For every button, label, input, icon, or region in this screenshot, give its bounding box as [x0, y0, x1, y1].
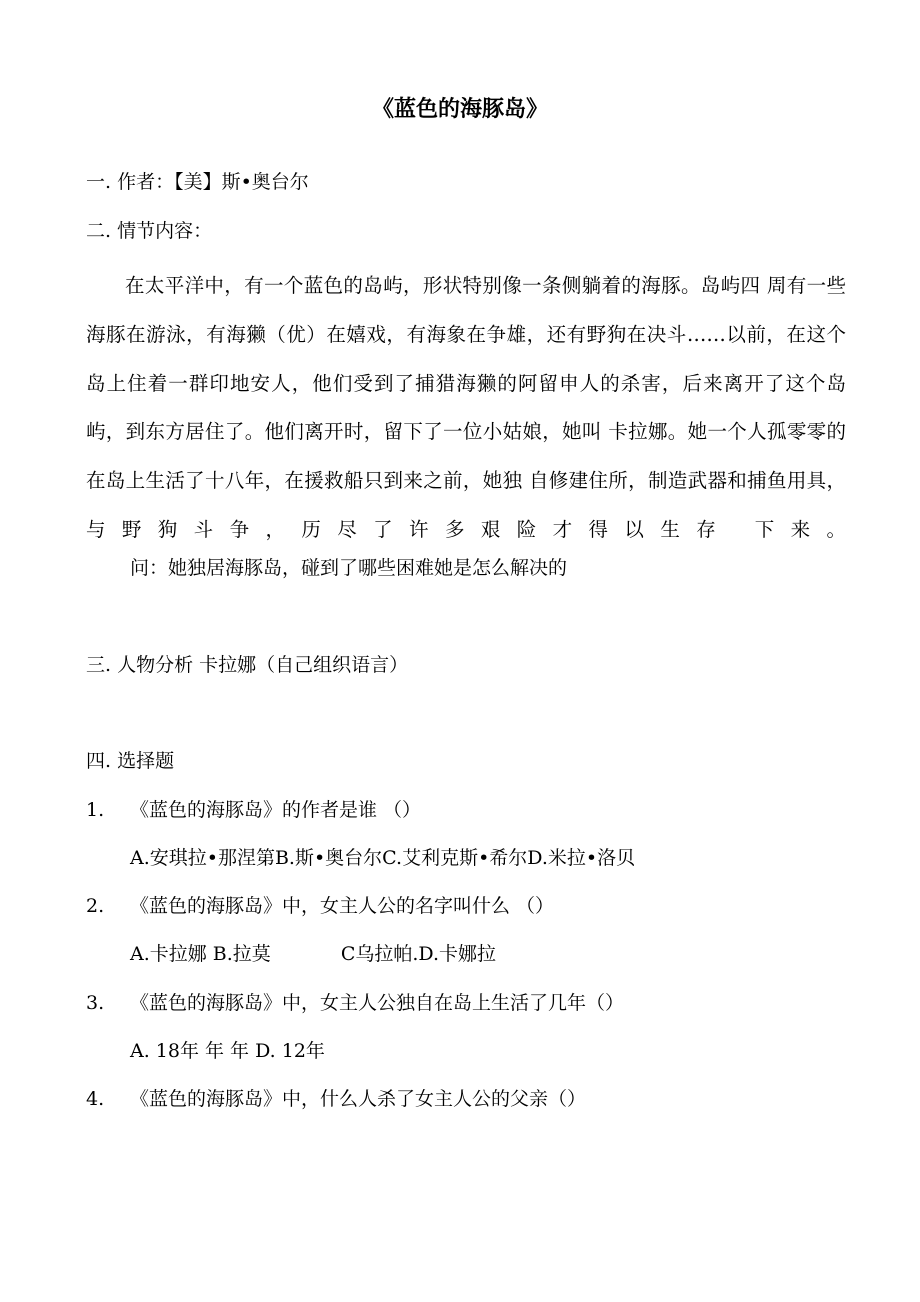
question-1-options: A.安琪拉•那涅第B.斯•奥台尔C.艾利克斯•希尔D.米拉•洛贝 — [130, 847, 636, 869]
question-3-options: A. 18年 年 年 D. 12年 — [130, 1040, 325, 1062]
question-prompt: 问：她独居海豚岛，碰到了哪些困难她是怎么解决的 — [130, 557, 568, 579]
question-text: 《蓝色的海豚岛》的作者是谁 （） — [130, 799, 422, 821]
question-number: 4. — [86, 1088, 105, 1110]
options-part-a: A.卡拉娜 B.拉莫 — [130, 943, 271, 965]
question-4 — [86, 1084, 586, 1114]
document-title: 《蓝色的海豚岛》 — [371, 97, 548, 122]
options-part-b: C乌拉帕.D.卡娜拉 — [340, 943, 496, 965]
question-1 — [86, 795, 421, 825]
question-2-options — [130, 939, 496, 969]
author-line: 一. 作者：【美】斯•奥台尔 — [86, 171, 309, 193]
question-number: 1. — [86, 799, 105, 821]
question-2 — [86, 891, 554, 921]
plot-heading: 二. 情节内容： — [86, 220, 213, 242]
question-3 — [86, 988, 624, 1018]
question-number: 3. — [86, 992, 105, 1014]
question-number: 2. — [86, 895, 105, 917]
plot-paragraph: 在太平洋中，有一个蓝色的岛屿，形状特别像一条侧躺着的海豚。岛屿四 周有一些海豚在游泳，有海獭（优）在嬉戏，有海象在争雄，还有野狗在决斗……以前，在这个岛上住着一群印地安人，他们受到了捕猎海獭的阿留申人的杀害，后来离开了这个岛屿，到东方居住了。他们离开时，留下了一位小姑娘，她叫 卡拉娜。她一个人孤零零的在岛上生活了十八年，在援救船只到来之前，她独 自修建住所，制造武器和捕鱼用具，与野狗斗争，历尽了许多艰险才得以生存 下来。 — [86, 274, 846, 541]
question-text: 《蓝色的海豚岛》中，什么人杀了女主人公的父亲（） — [130, 1088, 587, 1110]
character-heading: 三. 人物分析 卡拉娜（自己组织语言） — [86, 654, 409, 676]
question-text: 《蓝色的海豚岛》中，女主人公的名字叫什么 （） — [130, 895, 555, 917]
question-text: 《蓝色的海豚岛》中，女主人公独自在岛上生活了几年（） — [130, 992, 625, 1014]
choice-heading: 四. 选择题 — [86, 750, 175, 772]
